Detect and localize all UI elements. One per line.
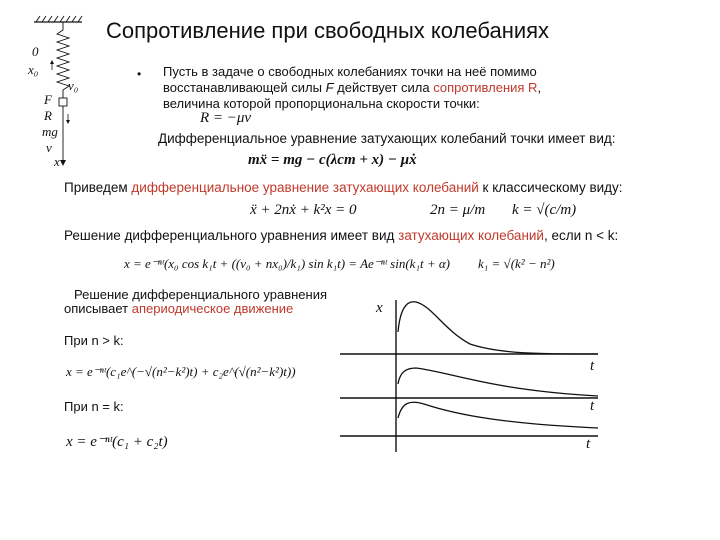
intro-line-2-f: F xyxy=(325,80,334,95)
page-title: Сопротивление при свободных колебаниях xyxy=(106,18,550,43)
aperiodic-heading-2 xyxy=(64,301,293,317)
damped-equation-heading: Дифференциальное уравнение затухающих колебаний точки имеет вид: xyxy=(158,131,616,146)
intro-line-2-b: действует сила xyxy=(333,80,434,95)
graph-t-label-3: t xyxy=(586,436,591,452)
case1-label: При n > k: xyxy=(64,333,124,348)
label-x0: x₀ xyxy=(28,62,39,77)
aperiodic-heading-2-red: апериодическое движение xyxy=(131,301,294,316)
label-weight: mg xyxy=(42,124,58,139)
graph-curve-1 xyxy=(398,302,598,354)
intro-line-1-text: Пусть в задаче о свободных колебаниях точки на неё помимо xyxy=(163,64,537,79)
intro-line-3: величина которой пропорциональна скорости точки: xyxy=(163,96,480,111)
label-origin: 0 xyxy=(32,44,39,59)
classic-form-def-n: 2n = μ/m xyxy=(430,202,486,218)
oscillating-heading xyxy=(64,228,618,244)
classic-form-heading-red: дифференциальное уравнение затухающих колебаний xyxy=(131,180,479,195)
intro-line-2-red: сопротивления R xyxy=(433,80,538,95)
label-force: F xyxy=(44,92,52,107)
intro-line-2-a: восстанавливающей силы xyxy=(163,80,326,95)
intro-line-2-c: , xyxy=(537,80,542,95)
oscillating-formula: x = e⁻ⁿᵗ(x₀ cos k₁t + ((v₀ + nx₀)/k₁) sin k₁t) = Ae⁻ⁿᵗ sin(k₁t + α) xyxy=(124,256,451,271)
oscillating-def-k1: k₁ = √(k² − n²) xyxy=(478,256,555,271)
classic-form-heading-b: к классическому виду: xyxy=(478,180,623,195)
case1-formula: x = e⁻ⁿᵗ(c₁e^(−√(n²−k²)t) + c₂e^(√(n²−k²)t)) xyxy=(66,364,296,379)
case2-formula: x = e⁻ⁿᵗ(c₁ + c₂t) xyxy=(66,434,168,450)
classic-form-heading xyxy=(64,180,623,196)
label-velocity: v xyxy=(46,140,52,155)
label-axis-x: x xyxy=(54,154,60,169)
classic-form-def-k: k = √(c/m) xyxy=(512,202,577,218)
graph-curve-2 xyxy=(398,368,598,396)
label-v0: v₀ xyxy=(68,78,79,93)
intro-bullet: • xyxy=(137,67,142,81)
aperiodic-graph xyxy=(340,292,640,462)
classic-form-heading-a: Приведем xyxy=(64,180,132,195)
aperiodic-heading-2-a: описывает xyxy=(64,301,132,316)
oscillating-heading-b: , если n < k: xyxy=(543,228,619,243)
resistance-formula: R = −μv xyxy=(200,110,252,126)
case2-label: При n = k: xyxy=(64,399,124,414)
oscillating-heading-a: Решение дифференциального уравнения имеет вид xyxy=(64,228,399,243)
graph-curve-3 xyxy=(398,402,598,428)
label-resistance: R xyxy=(44,108,52,123)
spring-diagram xyxy=(30,14,90,174)
intro-line-1 xyxy=(163,64,628,80)
intro-line-2 xyxy=(163,80,541,96)
graph-t-label-2: t xyxy=(590,398,595,414)
aperiodic-heading-1: Решение дифференциального уравнения xyxy=(74,287,327,302)
classic-form-formula: ẍ + 2nẋ + k²x = 0 xyxy=(250,202,357,218)
graph-t-label-1: t xyxy=(590,358,595,374)
damped-equation-formula: mẍ = mg − c(λст + x) − μẋ xyxy=(248,152,417,168)
graph-x-label: x xyxy=(376,300,383,316)
oscillating-heading-red: затухающих колебаний xyxy=(398,228,544,243)
